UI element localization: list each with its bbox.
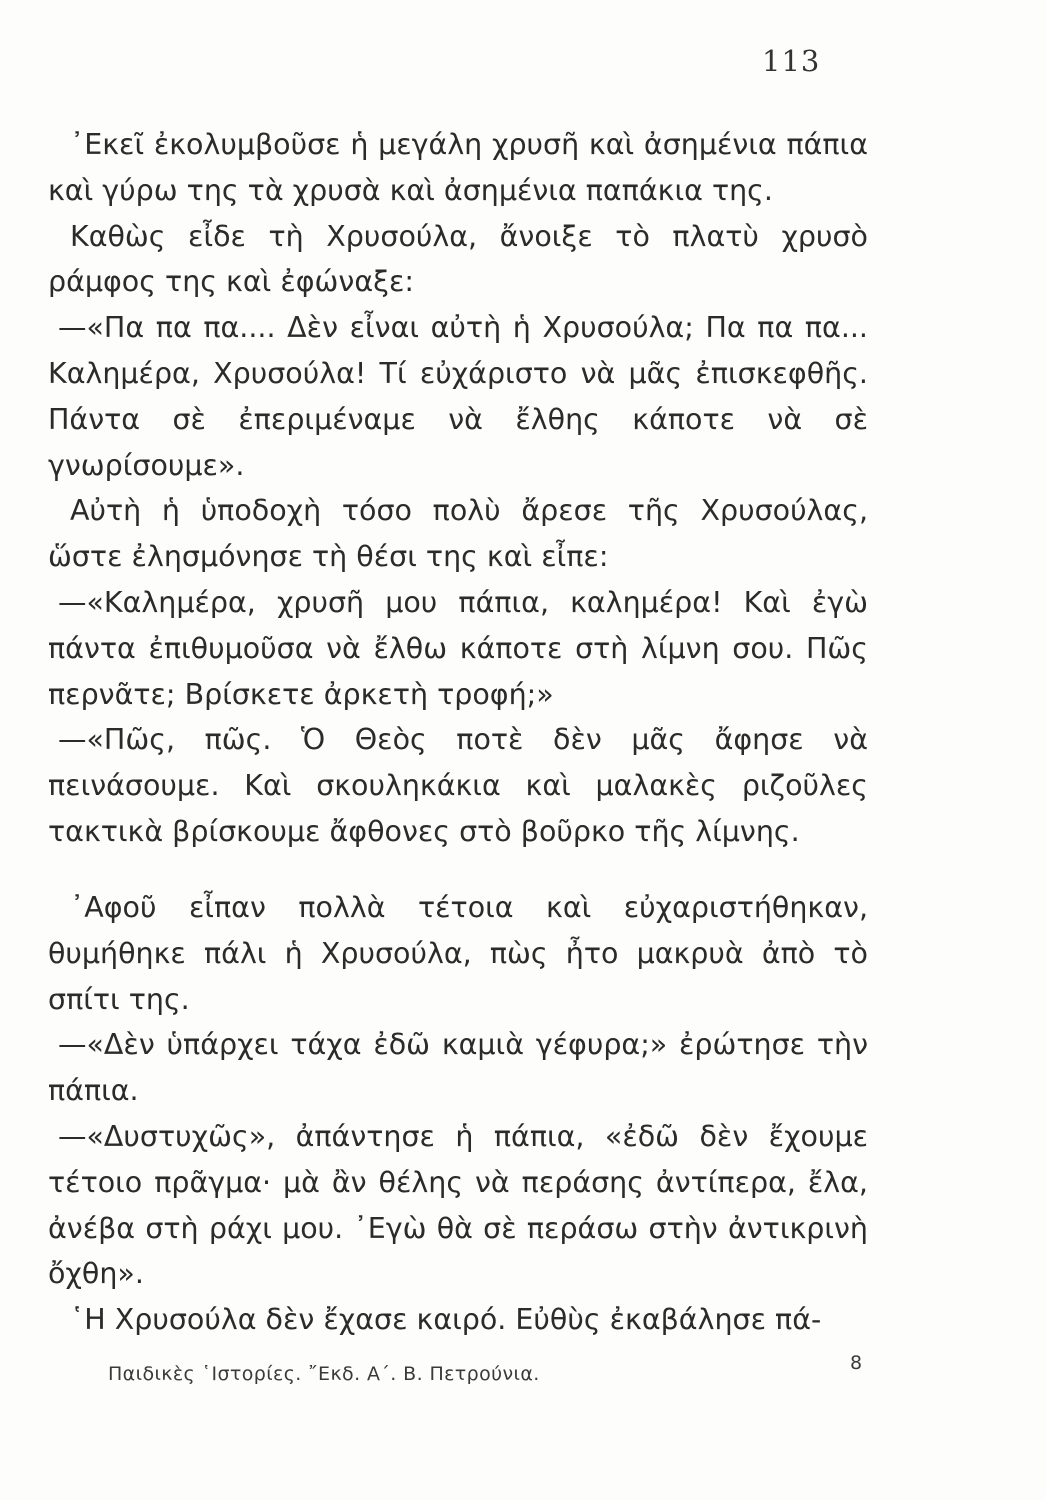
paragraph: —«Δυστυχῶς», ἀπάντησε ἡ πάπια, «ἐδῶ δὲν ἔχουμε τέτοιο πρᾶγμα· μὰ ἂν θέλης νὰ περάσης ἀντίπερα, ἔλα, ἀνέβα στὴ ράχι μου. ᾿Εγὼ θὰ σὲ περάσω στὴν ἀντικρινὴ ὄχθη». [48,1119,868,1291]
footer-imprint: Παιδικὲς ῾Ιστορίες. ῎Εκδ. Α΄. Β. Πετρούνια. [108,1363,540,1385]
paragraph: Αὐτὴ ἡ ὑποδοχὴ τόσο πολὺ ἄρεσε τῆς Χρυσούλας, ὥστε ἐλησμόνησε τὴ θέσι της καὶ εἶπε: [48,494,868,574]
paragraph: —«Δὲν ὑπάρχει τάχα ἐδῶ καμιὰ γέφυρα;» ἐρώτησε τὴν πάπια. [48,1028,868,1108]
text-block-upper [48,122,868,855]
text-block-lower [48,885,868,1343]
paragraph: ᾿Εκεῖ ἐκολυμβοῦσε ἡ μεγάλη χρυσῆ καὶ ἀσημένια πάπια καὶ γύρω της τὰ χρυσὰ καὶ ἀσημένια παπάκια της. [48,128,868,207]
paragraph: ῾Η Χρυσούλα δὲν ἔχασε καιρό. Εὐθὺς ἐκαβάλησε πά- [70,1303,822,1337]
signature-mark: 8 [850,1352,863,1374]
paragraph: Καθὼς εἶδε τὴ Χρυσούλα, ἄνοιξε τὸ πλατὺ χρυσὸ ράμφος της καὶ ἐφώναξε: [48,219,868,299]
paragraph: —«Πῶς, πῶς. Ὁ Θεὸς ποτὲ δὲν μᾶς ἄφησε νὰ πεινάσουμε. Καὶ σκουληκάκια καὶ μαλακὲς ριζοῦλες τακτικὰ βρίσκουμε ἄφθονες στὸ βοῦρκο τῆς λίμνης. [48,723,868,848]
paragraph: —«Καλημέρα, χρυσῆ μου πάπια, καλημέρα! Καὶ ἐγὼ πάντα ἐπιθυμοῦσα νὰ ἔλθω κάποτε στὴ λίμνη σου. Πῶς περνᾶτε; Βρίσκετε ἀρκετὴ τροφή;» [48,585,868,711]
page-number: 113 [762,44,821,78]
paragraph: —«Πα πα πα.... Δὲν εἶναι αὐτὴ ἡ Χρυσούλα; Πα πα πα... Καλημέρα, Χρυσούλα! Τί εὐχάριστο νὰ μᾶς ἐπισκεφθῆς. Πάντα σὲ ἐπεριμέναμε νὰ ἔλθης κάποτε νὰ σὲ γνωρίσουμε». [48,311,868,482]
paragraph: ᾿Αφοῦ εἶπαν πολλὰ τέτοια καὶ εὐχαριστήθηκαν, θυμήθηκε πάλι ἡ Χρυσούλα, πὼς ἦτο μακρυὰ ἀπὸ τὸ σπίτι της. [48,891,868,1016]
